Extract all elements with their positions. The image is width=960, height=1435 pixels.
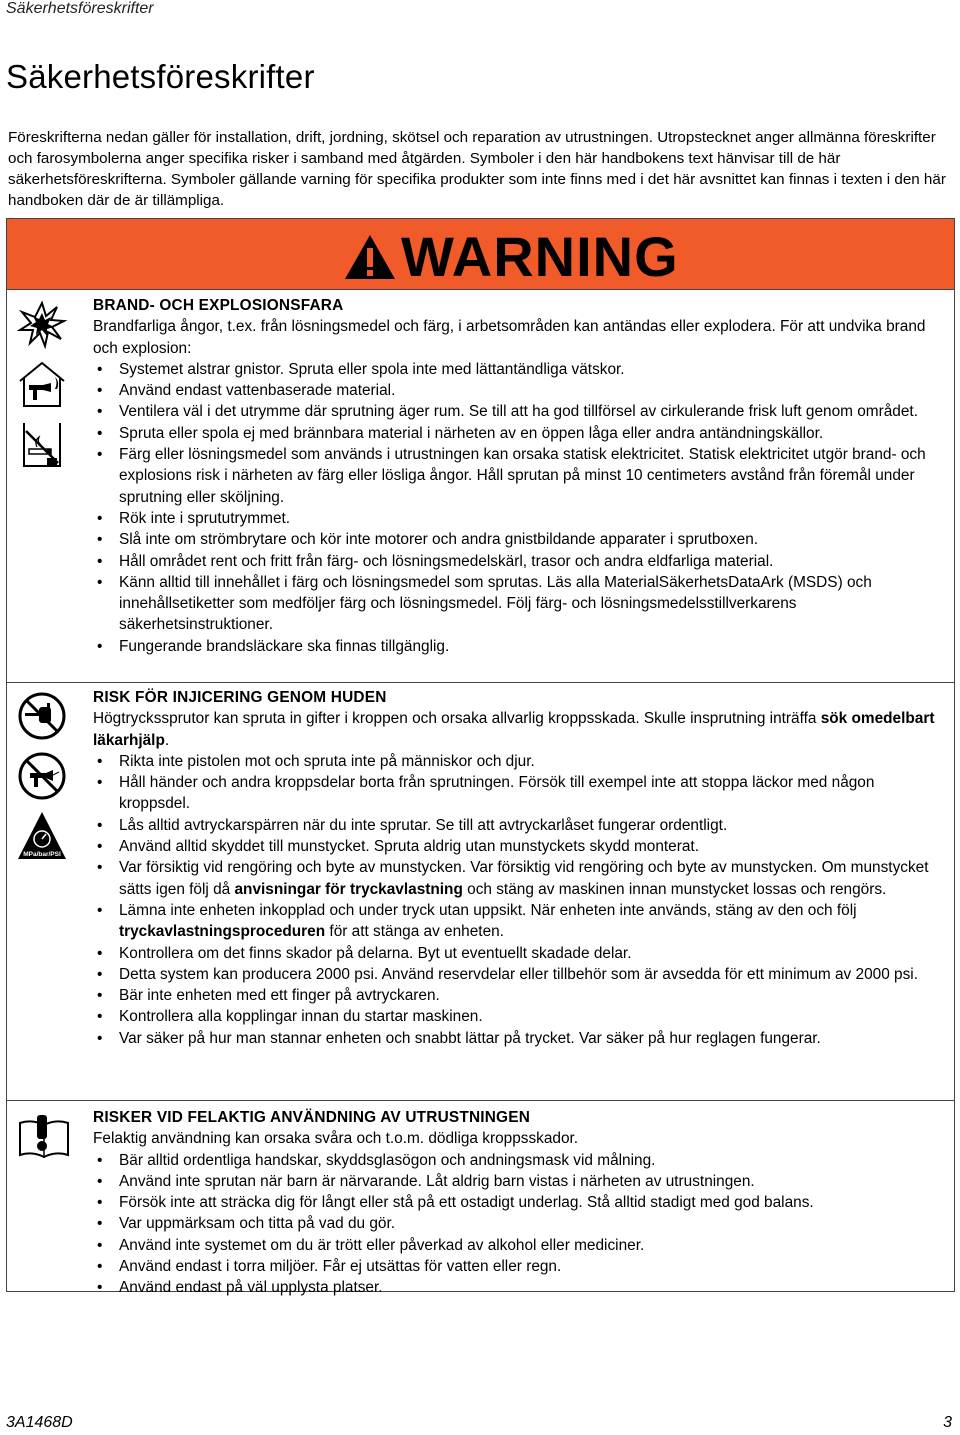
list-item: • Kontrollera om det finns skador på delarna. Byt ut eventuellt skadade delar. xyxy=(93,943,942,964)
list-item: • Använd alltid skyddet till munstycket. Spruta aldrig utan munstyckets skydd monterat. xyxy=(93,836,942,857)
list-item: • Färg eller lösningsmedel som används i utrustningen kan orsaka statisk elektricitet. Statisk elektricitet utgör brand- och explosions risk i närheten av färg eller lösliga ångor. Håll sprutan på minst 10 centimeters avstånd från föremål under sprutning eller sköljning. xyxy=(93,444,942,508)
list-item: • Använd inte sprutan när barn är närvarande. Låt aldrig barn vistas i närheten av utrustningen. xyxy=(93,1171,942,1192)
injection-section-title: RISK FÖR INJICERING GENOM HUDEN xyxy=(93,689,387,706)
list-item: • Var försiktig vid rengöring och byte av munstycken. Var försiktig vid rengöring och byte av munstycken. Om munstycket sätts igen följ då anvisningar för tryckavlastning och stäng av maskinen innan munstycket lossas och rengörs. xyxy=(93,857,942,900)
list-item: • Bär inte enheten med ett finger på avtryckaren. xyxy=(93,985,942,1006)
warning-box xyxy=(6,218,955,1297)
document-code: 3A1468D xyxy=(6,1414,73,1431)
no-spray-at-body-icon xyxy=(17,751,67,801)
list-item: • Slå inte om strömbrytare och kör inte motorer och andra gnistbildande apparater i sprutboxen. xyxy=(93,529,942,550)
explosion-icon xyxy=(17,299,67,349)
list-item: • Försök inte att sträcka dig för långt eller stå på ett ostadigt underlag. Stå alltid stadigt med god balans. xyxy=(93,1192,942,1213)
injection-bullet-list xyxy=(93,751,942,1049)
list-item: • Håll händer och andra kroppsdelar borta från sprutningen. Försök till exempel inte att stoppa läckor med någon kroppsdel. xyxy=(93,772,942,815)
no-spray-flame-house-icon xyxy=(17,359,67,409)
list-item: • Bär alltid ordentliga handskar, skyddsglasögon och andningsmask vid målning. xyxy=(93,1150,942,1171)
pressure-label: MPa/bar/PSI xyxy=(23,851,61,858)
warning-banner-text: WARNING xyxy=(401,225,679,288)
list-item: • Använd inte systemet om du är trött eller påverkad av alkohol eller mediciner. xyxy=(93,1235,942,1256)
seek-medical-help: sök omedelbart läkarhjälp xyxy=(93,710,935,749)
list-item: • Var uppmärksam och titta på vad du gör. xyxy=(93,1213,942,1234)
read-manual-warning-icon xyxy=(17,1113,71,1161)
list-item: • Kontrollera alla kopplingar innan du startar maskinen. xyxy=(93,1006,942,1027)
warning-banner xyxy=(7,219,954,290)
list-item: • Rök inte i sprututrymmet. xyxy=(93,508,942,529)
list-item: • Fungerande brandsläckare ska finnas tillgänglig. xyxy=(93,636,942,657)
misuse-bullet-list xyxy=(93,1150,942,1299)
pressure-relief-instructions: anvisningar för tryckavlastning xyxy=(234,880,463,898)
misuse-section-title: RISKER VID FELAKTIG ANVÄNDNING AV UTRUSTNINGEN xyxy=(93,1109,531,1126)
page-number: 3 xyxy=(943,1414,952,1431)
list-item: • Detta system kan producera 2000 psi. Använd reservdelar eller tillbehör som är avsedda för ett minimum av 2000 psi. xyxy=(93,964,942,985)
list-item: • Systemet alstrar gnistor. Spruta eller spola inte med lättantändliga vätskor. xyxy=(93,359,942,380)
list-item: • Använd endast på väl upplysta platser. xyxy=(93,1277,942,1298)
page-title: Säkerhetsföreskrifter xyxy=(6,58,315,95)
running-header: Säkerhetsföreskrifter xyxy=(6,0,154,17)
list-item: • Lås alltid avtryckarspärren när du inte sprutar. Se till att avtryckarlåset fungerar ordentligt. xyxy=(93,815,942,836)
no-hand-injection-icon xyxy=(17,691,67,741)
list-item: • Spruta eller spola ej med brännbara material i närheten av en öppen låga eller andra antändningskällor. xyxy=(93,423,942,444)
list-item: • Var säker på hur man stannar enheten och snabbt lättar på trycket. Var säker på hur reglagen fungerar. xyxy=(93,1028,942,1049)
list-item: • Rikta inte pistolen mot och spruta inte på människor och djur. xyxy=(93,751,942,772)
fire-explosion-section xyxy=(7,289,954,682)
misuse-section xyxy=(7,1100,954,1297)
injection-section-intro: Högtryckssprutor kan spruta in gifter i kroppen och orsaka allvarlig kroppsskada. Skulle insprutning inträffa sök omedelbart läkarhjälp. xyxy=(93,710,935,749)
fire-bullet-list xyxy=(93,359,942,657)
no-smoking-icon xyxy=(17,419,67,469)
warning-triangle-icon xyxy=(343,233,397,281)
fire-section-intro: Brandfarliga ångor, t.ex. från lösningsmedel och färg, i arbetsområden kan antändas eller explodera. För att undvika brand och explosion: xyxy=(93,318,926,357)
list-item: • Håll området rent och fritt från färg- och lösningsmedelskärl, trasor och andra eldfarliga material. xyxy=(93,551,942,572)
list-item: • Lämna inte enheten inkopplad och under tryck utan uppsikt. När enheten inte används, stäng av den och följ tryckavlastningsproceduren för att stänga av enheten. xyxy=(93,900,942,943)
list-item: • Använd endast i torra miljöer. Får ej utsättas för vatten eller regn. xyxy=(93,1256,942,1277)
fire-section-title: BRAND- OCH EXPLOSIONSFARA xyxy=(93,297,344,314)
list-item: • Använd endast vattenbaserade material. xyxy=(93,380,942,401)
misuse-section-intro: Felaktig användning kan orsaka svåra och t.o.m. dödliga kroppsskador. xyxy=(93,1130,579,1148)
pressure-gauge-icon xyxy=(17,811,67,861)
list-item: • Känn alltid till innehållet i färg och lösningsmedel som sprutas. Läs alla MaterialSäkerhetsDataArk (MSDS) och innehållsetiketter som medföljer färg och lösningsmedel. Följ färg- och lösningsmedelsstillverkarens säkerhetsinstruktioner. xyxy=(93,572,942,636)
intro-paragraph: Föreskrifterna nedan gäller för installation, drift, jordning, skötsel och reparation av utrustningen. Utropstecknet anger allmänna föreskrifter och farosymbolerna anger specifika risker i samband med åtgärden. Symboler i den här handbokens text hänvisar till de här säkerhetsföreskrifterna. Symboler gällande varning för specifika produkter som inte finns med i det här avsnittet kan finnas i texten i den här handboken där de är tillämpliga. xyxy=(8,129,946,209)
list-item: • Ventilera väl i det utrymme där sprutning äger rum. Se till att ha god tillförsel av cirkulerande frisk luft genom området. xyxy=(93,401,942,422)
skin-injection-section xyxy=(7,682,954,1101)
pressure-relief-procedure: tryckavlastningsproceduren xyxy=(119,923,326,941)
